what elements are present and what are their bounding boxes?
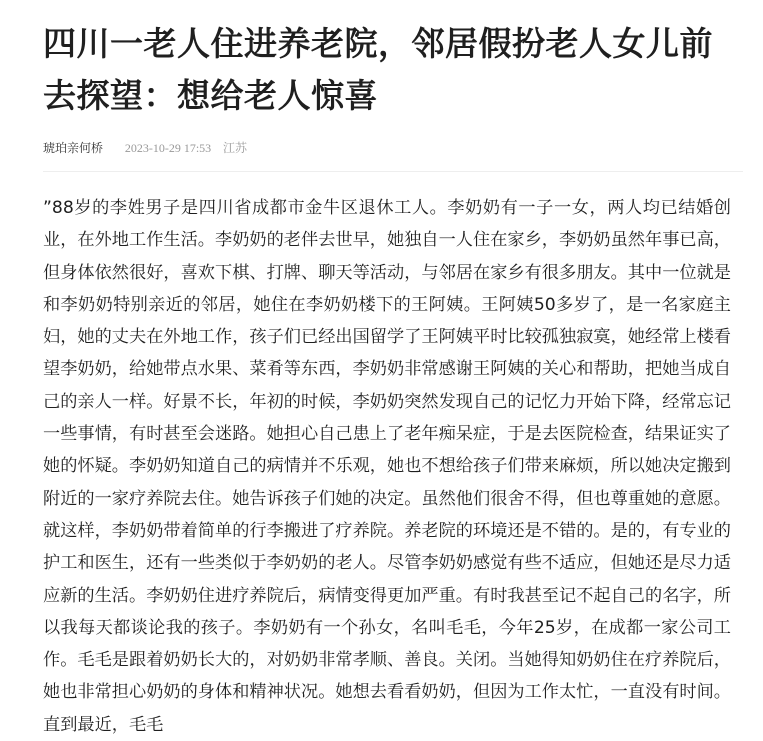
publish-time: 2023-10-29 17:53	[124, 141, 212, 155]
meta-divider	[43, 171, 743, 172]
publish-location: 江苏	[223, 141, 248, 155]
article-body: ”88岁的李姓男子是四川省成都市金牛区退休工人。李奶奶有一子一女，两人均已结婚创业，在外地工作生活。李奶奶的老伴去世早，她独自一人住在家乡，李奶奶虽然年事已高，但身体依然很好，喜欢下棋、打牌、聊天等活动，与邻居在家乡有很多朋友。其中一位就是和李奶奶特别亲近的邻居，她住在李奶奶楼下的王阿姨。王阿姨50多岁了，是一名家庭主妇，她的丈夫在外地工作，孩子们已经出国留学了王阿姨平时比较孤独寂寞，她经常上楼看望李奶奶，给她带点水果、菜肴等东西，李奶奶非常感谢王阿姨的关心和帮助，把她当成自己的亲人一样。好景不长，年初的时候，李奶奶突然发现自己的记忆力开始下降，经常忘记一些事情，有时甚至会迷路。她担心自己患上了老年痴呆症，于是去医院检查，结果证实了她的怀疑。李奶奶知道自己的病情并不乐观，她也不想给孩子们带来麻烦，所以她决定搬到附近的一家疗养院去住。她告诉孩子们她的决定。虽然他们很舍不得，但也尊重她的意愿。就这样，李奶奶带着简单的行李搬进了疗养院。养老院的环境还是不错的。是的，有专业的护工和医生，还有一些类似于李奶奶的老人。尽管李奶奶感觉有些不适应，但她还是尽力适应新的生活。李奶奶住进疗养院后，病情变得更加严重。有时我甚至记不起自己的名字，所以我每天都谈论我的孩子。李奶奶有一个孙女，名叫毛毛，今年25岁，在成都一家公司工作。毛毛是跟着奶奶长大的，对奶奶非常孝顺、善良。关闭。当她得知奶奶住在疗养院后，她也非常担心奶奶的身体和精神状况。她想去看看奶奶，但因为工作太忙，一直没有时间。直到最近，毛毛	[43, 198, 731, 735]
author-name[interactable]: 琥珀亲何桥	[43, 141, 104, 155]
article-meta	[43, 138, 733, 158]
article	[43, 0, 733, 741]
article-title: 四川一老人住进养老院，邻居假扮老人女儿前去探望：想给老人惊喜	[43, 24, 713, 115]
